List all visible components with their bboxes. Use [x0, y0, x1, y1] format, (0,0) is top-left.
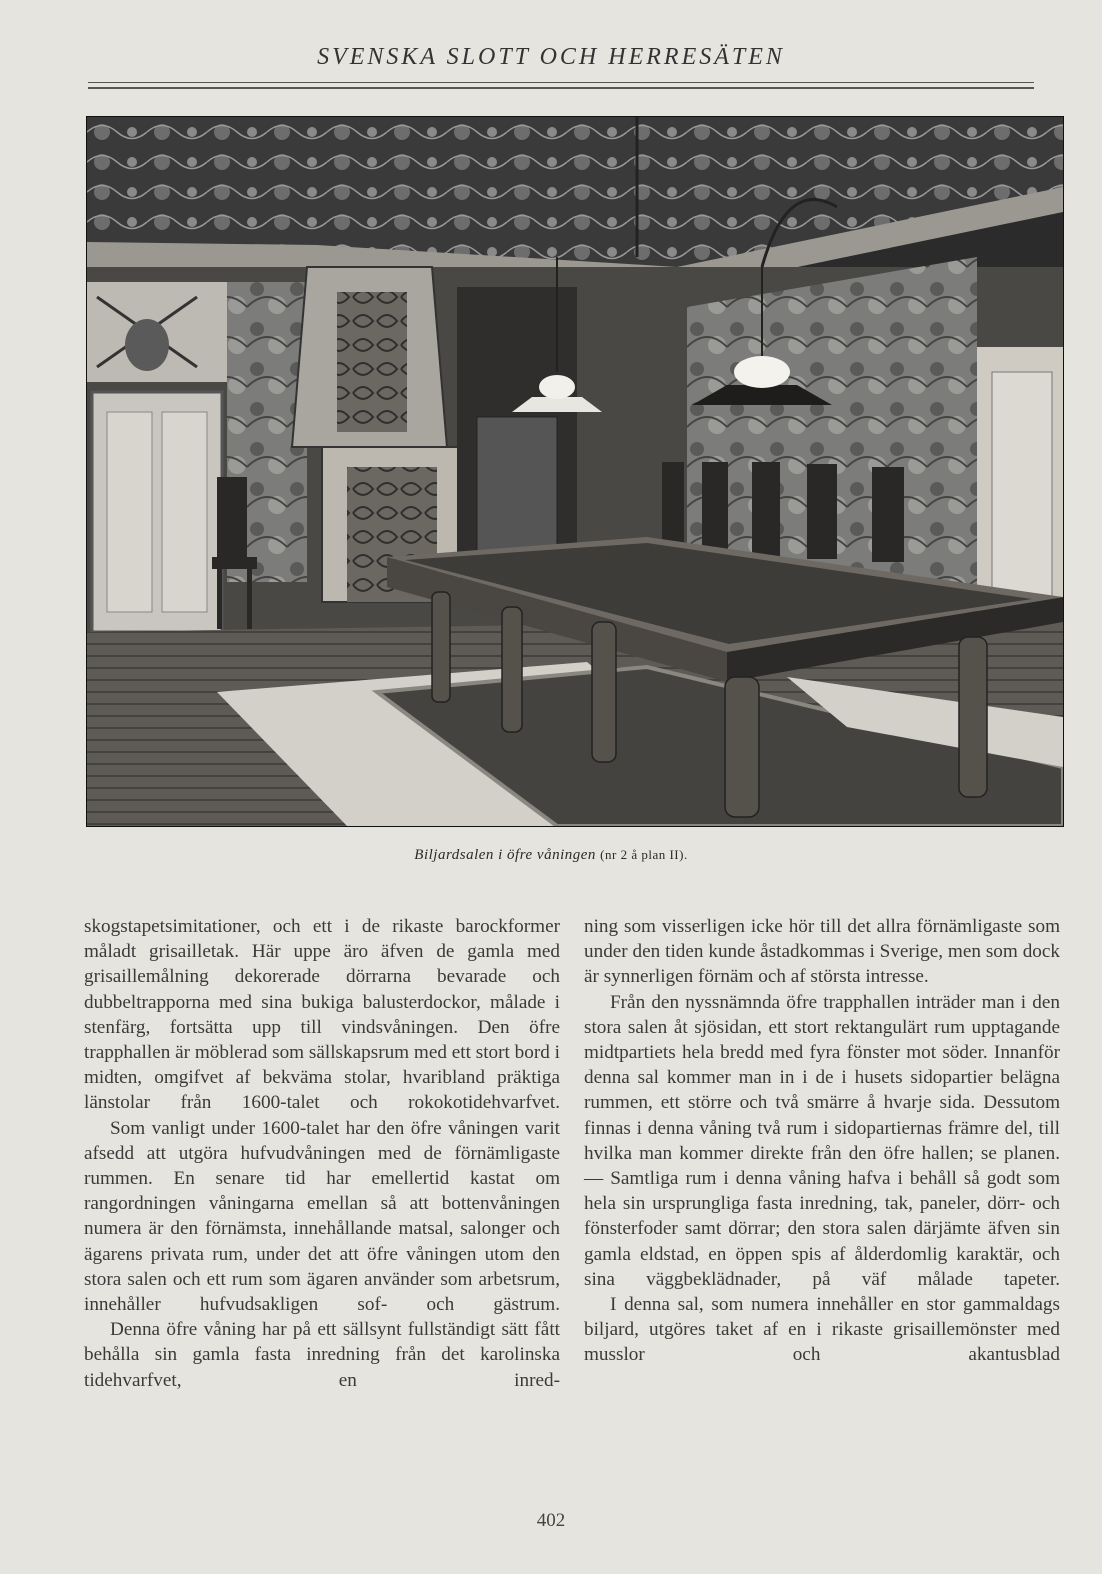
paragraph: skogstapetsimitationer, och ett i de rikaste barockformer måladt grisailletak. Här uppe äro äfven de gamla med grisaillemålning dekorerade dörrarna bevarade och dubbeltrapporna med sina bukiga balusterdockor, målade i stenfärg, fortsätta upp till vindsvåningen. Den öfre trapphallen är möblerad som sällskapsrum med ett stort bord i midten, omgifvet af bekväma stolar, hvaribland präktiga länstolar från 1600-talet och rokokotidehvarfvet. [84, 916, 560, 1114]
paragraph: Från den nyssnämnda öfre trapphallen inträder man i den stora salen åt sjösidan, ett stort rektangulärt rum upptagande midtpartiets hela bredd med fyra fönster mot söder. Innanför denna sal kommer man in i de i husets sidopartier belägna rummen, ett större och två smärre å hvarje sida. Dessutom finnas i denna våning två rum i sidopartiernas främre del, till hvilka man kommer direkte från den öfre hallen; se planen. — Samtliga rum i denna våning hafva i behåll så godt som hela sin ursprungliga fasta inredning, tak, paneler, dörr- och fönsterfoder samt dörrar; den stora salen därjämte äfven sin gamla eldstad, en öppen spis af ålderdomlig karaktär, och sina väggbeklädnader, på väf målade tapeter. [584, 991, 1060, 1290]
header-rule-thin [88, 82, 1034, 83]
page-number: 402 [536, 1510, 566, 1531]
caption-main: Biljardsalen i öfre våningen [414, 847, 596, 863]
caption-reference: (nr 2 å plan II). [600, 847, 688, 862]
running-title: SVENSKA SLOTT OCH HERRESÄTEN [317, 44, 785, 70]
figure-caption [0, 847, 1102, 864]
billiard-room-photo [86, 116, 1064, 827]
left-text-column [84, 914, 560, 1393]
right-text-column [584, 914, 1060, 1368]
paragraph: Som vanligt under 1600-talet har den öfre våningen varit afsedd att utgöra hufvudvåningen med de förnämligaste rummen. En senare tid har emellertid kastat om rangordningen våningarna emellan så att bottenvåningen numera är den förnämsta, innehållande matsal, salonger och ägarens privata rum, under det att öfre våningen utom den stora salen och ett rum som ägaren använder som arbetsrum, innehåller hufvudsakligen sof- och gästrum. [84, 1117, 560, 1316]
paragraph: Denna öfre våning har på ett sällsynt fullständigt sätt fått behålla sin gamla fasta inredning från det karolinska tidehvarfvet, en inred- [84, 1319, 560, 1391]
paragraph: I denna sal, som numera innehåller en stor gammaldags biljard, utgöres taket af en i rikaste grisaillemönster med musslor och akantusblad [584, 1294, 1060, 1366]
paragraph: ning som visserligen icke hör till det allra förnämligaste som under den tiden kunde åstadkommas i Sverige, men som dock är synnerligen förnäm och af största intresse. [584, 916, 1060, 988]
header-rule-thick [88, 87, 1034, 89]
